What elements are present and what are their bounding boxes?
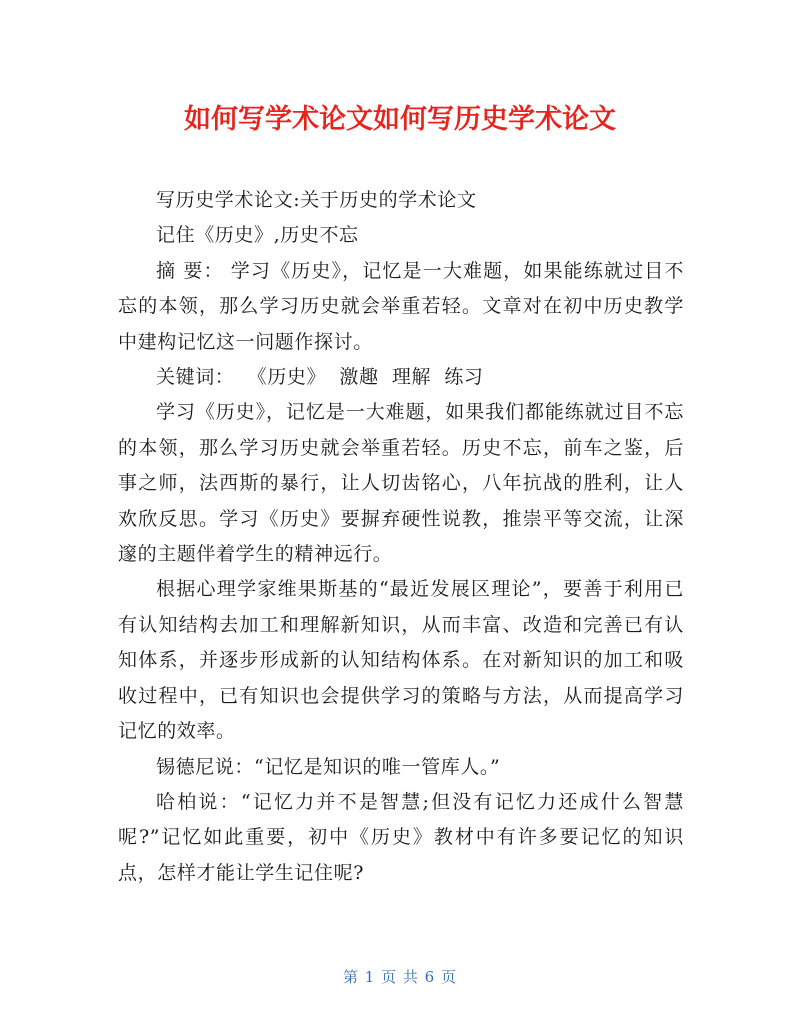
page-number-footer: 第 1 页 共 6 页 <box>343 968 457 986</box>
paragraph-subtitle: 写历史学术论文:关于历史的学术论文 <box>156 189 477 211</box>
paragraph-body-1: 学习《历史》，记忆是一大难题，如果我们都能练就过目不忘的本领，那么学习历史就会举重若轻。历史不忘，前车之鉴，后事之师，法西斯的暴行，让人切齿铭心，八年抗战的胜利，让人欢欣反思。学习《历史》要摒弃硬性说教，推崇平等交流，让深邃的主题伴着学生的精神远行。 <box>118 401 684 566</box>
paragraph-abstract: 摘 要： 学习《历史》，记忆是一大难题，如果能练就过目不忘的本领，那么学习历史就会举重若轻。文章对在初中历史教学中建构记忆这一问题作探讨。 <box>118 259 684 353</box>
paragraph-quote-sidney: 锡德尼说：“记忆是知识的唯一管库人。” <box>156 755 501 778</box>
document-body <box>118 183 684 891</box>
paragraph-heading: 记住《历史》,历史不忘 <box>156 224 359 247</box>
document-title: 如何写学术论文如何写历史学术论文 <box>184 104 616 135</box>
paragraph-quote-haber: 哈柏说：“记忆力并不是智慧;但没有记忆力还成什么智慧呢?”记忆如此重要，初中《历史》教材中有许多要记忆的知识点，怎样才能让学生记住呢? <box>118 790 684 884</box>
paragraph-keywords: 关键词： 《历史》 激趣 理解 练习 <box>156 366 484 389</box>
paragraph-body-2: 根据心理学家维果斯基的“最近发展区理论”，要善于利用已有认知结构去加工和理解新知识，从而丰富、改造和完善已有认知体系，并逐步形成新的认知结构体系。在对新知识的加工和吸收过程中，已有知识也会提供学习的策略与方法，从而提高学习记忆的效率。 <box>118 578 684 743</box>
